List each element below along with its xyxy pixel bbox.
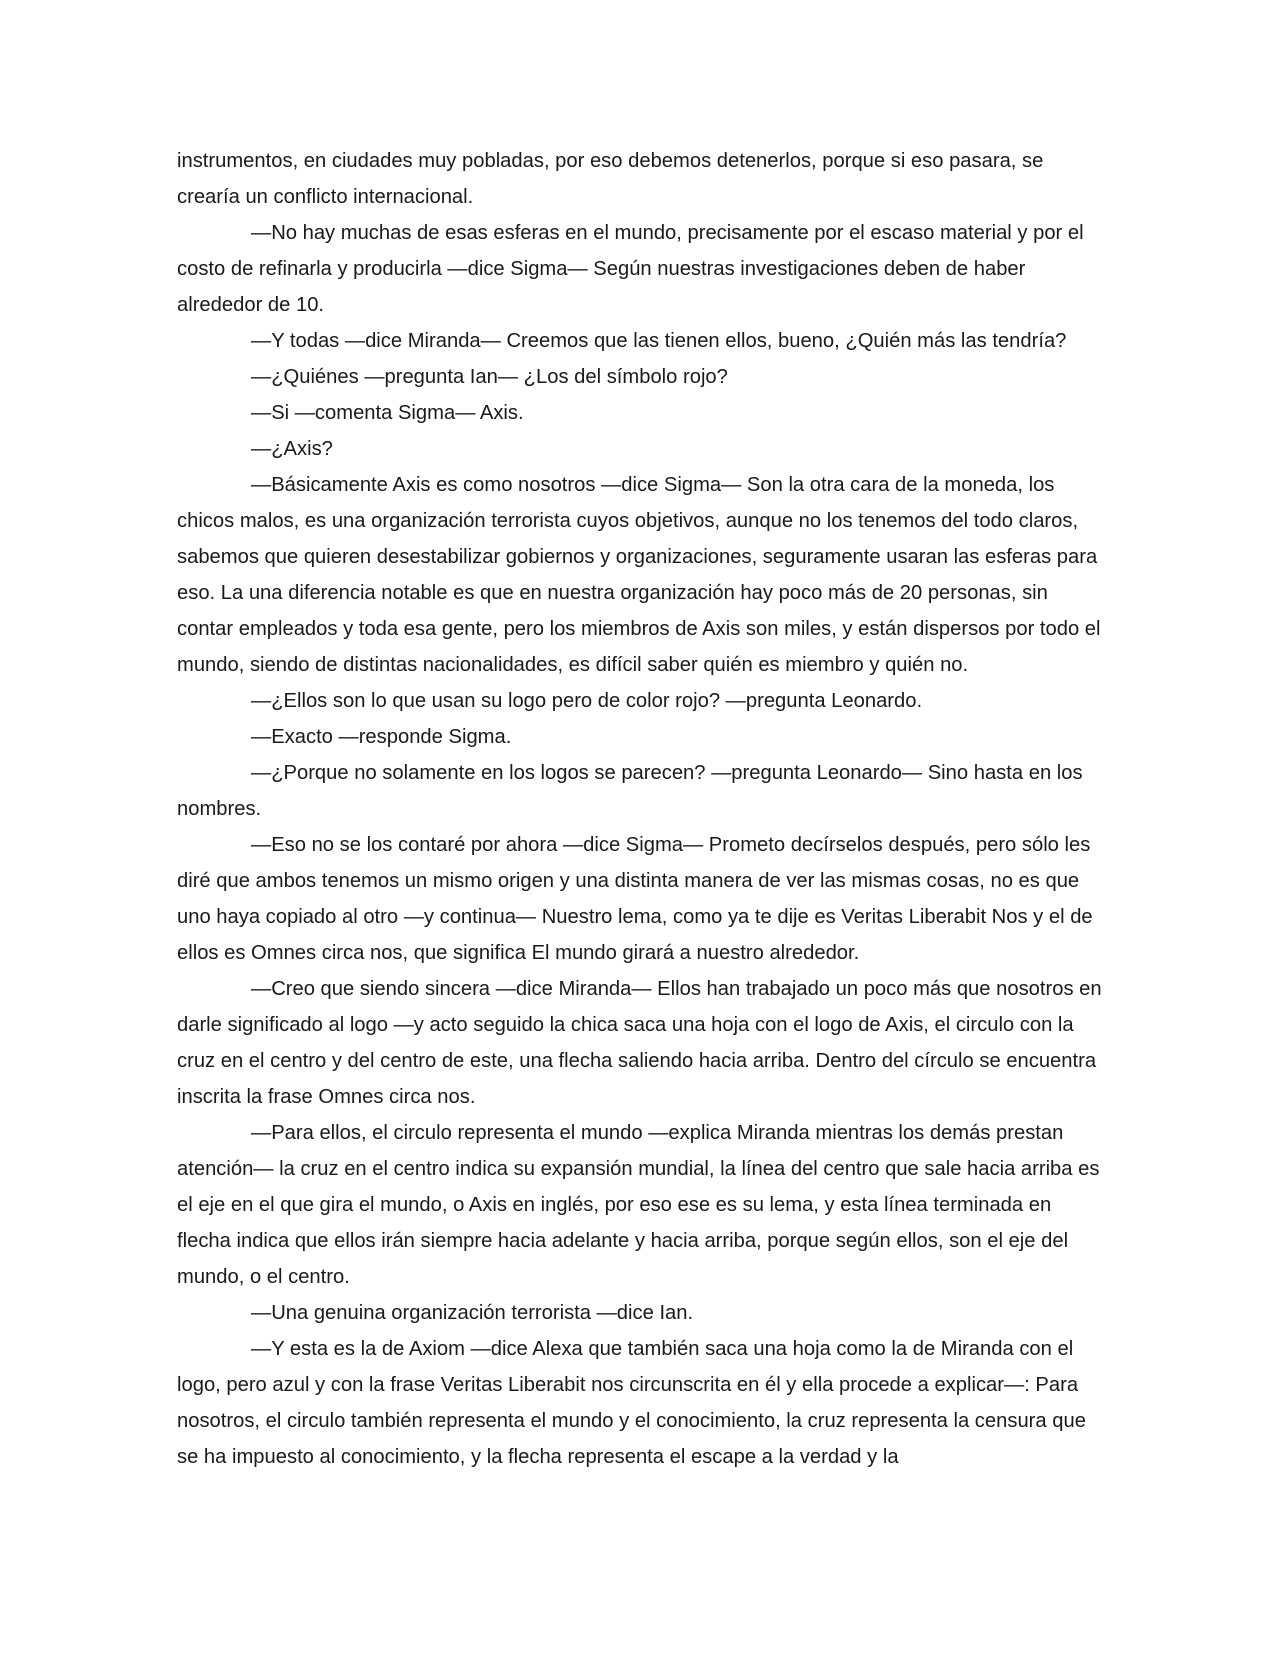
body-text [177, 143, 1107, 1475]
paragraph: ―Eso no se los contaré por ahora ―dice Sigma― Prometo decírselos después, pero sólo les diré que ambos tenemos un mismo origen y una distinta manera de ver las mismas cosas, no es que uno haya copiado al otro ―y continua― Nuestro lema, como ya te dije es Veritas Liberabit Nos y el de ellos es Omnes circa nos, que significa El mundo girará a nuestro alrededor. [177, 834, 1093, 964]
paragraph: ―Para ellos, el circulo representa el mundo ―explica Miranda mientras los demás prestan atención― la cruz en el centro indica su expansión mundial, la línea del centro que sale hacia arriba es el eje en el que gira el mundo, o Axis en inglés, por eso ese es su lema, y esta línea terminada en flecha indica que ellos irán siempre hacia adelante y hacia arriba, porque según ellos, son el eje del mundo, o el centro. [177, 1122, 1100, 1288]
paragraph: ―Creo que siendo sincera ―dice Miranda― Ellos han trabajado un poco más que nosotros en darle significado al logo ―y acto seguido la chica saca una hoja con el logo de Axis, el circulo con la cruz en el centro y del centro de este, una flecha saliendo hacia arriba. Dentro del círculo se encuentra inscrita la frase Omnes circa nos. [177, 978, 1102, 1108]
paragraph: ―No hay muchas de esas esferas en el mundo, precisamente por el escaso material y por el costo de refinarla y producirla ―dice Sigma― Según nuestras investigaciones deben de haber alrededor de 10. [177, 222, 1084, 316]
paragraph: ―¿Axis? [251, 438, 333, 460]
paragraph: ―Y esta es la de Axiom ―dice Alexa que también saca una hoja como la de Miranda con el logo, pero azul y con la frase Veritas Liberabit nos circunscrita en él y ella procede a explicar―: Para nosotros, el circulo también representa el mundo y el conocimiento, la cruz representa la censura que se ha impuesto al conocimiento, y la flecha representa el escape a la verdad y la [177, 1338, 1086, 1468]
paragraph: ―Si ―comenta Sigma― Axis. [251, 402, 524, 424]
paragraph: ―Una genuina organización terrorista ―dice Ian. [251, 1302, 694, 1324]
paragraph: ―¿Porque no solamente en los logos se parecen? ―pregunta Leonardo― Sino hasta en los nombres. [177, 762, 1083, 820]
paragraph: ―¿Quiénes ―pregunta Ian― ¿Los del símbolo rojo? [251, 366, 728, 388]
paragraph: ―¿Ellos son lo que usan su logo pero de color rojo? ―pregunta Leonardo. [251, 690, 923, 712]
paragraph: ―Y todas ―dice Miranda― Creemos que las tienen ellos, bueno, ¿Quién más las tendría? [251, 330, 1067, 352]
paragraph: ―Exacto ―responde Sigma. [251, 726, 512, 748]
paragraph: instrumentos, en ciudades muy pobladas, por eso debemos detenerlos, porque si eso pasara, se crearía un conflicto internacional. [177, 150, 1044, 208]
paragraph: ―Básicamente Axis es como nosotros ―dice Sigma― Son la otra cara de la moneda, los chicos malos, es una organización terrorista cuyos objetivos, aunque no los tenemos del todo claros, sabemos que quieren desestabilizar gobiernos y organizaciones, seguramente usaran las esferas para eso. La una diferencia notable es que en nuestra organización hay poco más de 20 personas, sin contar empleados y toda esa gente, pero los miembros de Axis son miles, y están dispersos por todo el mundo, siendo de distintas nacionalidades, es difícil saber quién es miembro y quién no. [177, 474, 1101, 676]
